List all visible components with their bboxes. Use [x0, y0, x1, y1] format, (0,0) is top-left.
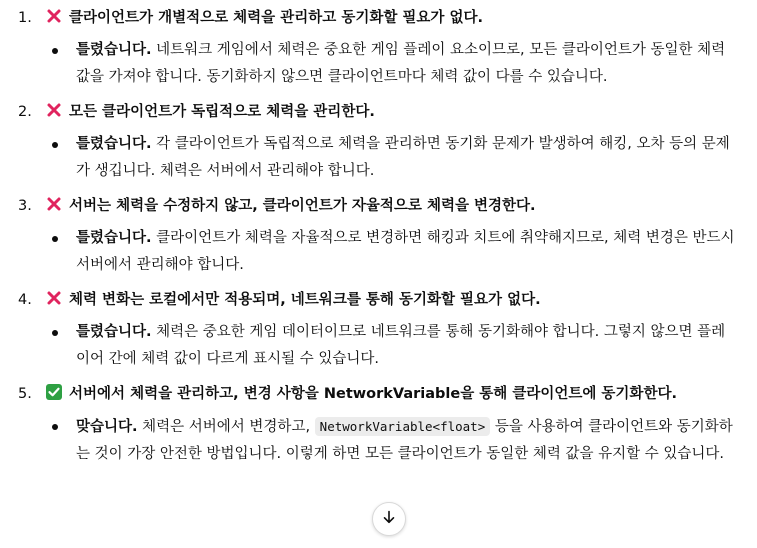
- explanation: [0, 319, 757, 373]
- item-number: 4.: [18, 292, 32, 308]
- question-line: [0, 192, 757, 220]
- answer-list: [0, 4, 757, 475]
- bullet-icon: [52, 330, 58, 336]
- bullet-icon: [52, 142, 58, 148]
- explanation-text: 체력은 중요한 게임 데이터이므로 네트워크를 통해 동기화해야 합니다. 그렇지 않으면 플레이어 간에 체력 값이 다르게 표시될 수 있습니다.: [76, 324, 726, 367]
- question-text: 서버에서 체력을 관리하고, 변경 사항을 NetworkVariable을 통해 클라이언트에 동기화한다.: [69, 386, 677, 402]
- verdict-label: 틀렸습니다.: [76, 324, 152, 340]
- check-mark-icon: [46, 384, 62, 400]
- cross-mark-icon: [46, 102, 62, 118]
- list-item: [0, 98, 757, 185]
- list-item: [0, 286, 757, 373]
- explanation-text-after: 등을 사용하여 클라이언트와 동기화하는 것이 가장 안전한 방법입니다. 이렇게 하면 모든 클라이언트가 동일한 체력 값을 유지할 수 있습니다.: [76, 419, 733, 462]
- question-line: [0, 4, 757, 32]
- question-text: 서버는 체력을 수정하지 않고, 클라이언트가 자율적으로 체력을 변경한다.: [69, 198, 536, 214]
- cross-mark-icon: [46, 8, 62, 24]
- bullet-icon: [52, 424, 58, 430]
- list-item: [0, 4, 757, 91]
- item-number: 5.: [18, 386, 32, 402]
- explanation-text: 각 클라이언트가 독립적으로 체력을 관리하면 동기화 문제가 발생하여 해킹, 오차 등의 문제가 생깁니다. 체력은 서버에서 관리해야 합니다.: [76, 136, 730, 179]
- verdict-label: 틀렸습니다.: [76, 42, 152, 58]
- question-line: [0, 380, 757, 408]
- explanation-text-before: 체력은 서버에서 변경하고,: [137, 419, 315, 435]
- explanation-text: 클라이언트가 체력을 자율적으로 변경하면 해킹과 치트에 취약해지므로, 체력 변경은 반드시 서버에서 관리해야 합니다.: [76, 230, 735, 273]
- verdict-label: 틀렸습니다.: [76, 230, 152, 246]
- explanation: [0, 131, 757, 185]
- question-text: 클라이언트가 개별적으로 체력을 관리하고 동기화할 필요가 없다.: [69, 10, 483, 26]
- arrow-down-icon: [382, 510, 396, 528]
- verdict-label: 맞습니다.: [76, 419, 138, 435]
- question-text: 체력 변화는 로컬에서만 적용되며, 네트워크를 통해 동기화할 필요가 없다.: [69, 292, 541, 308]
- explanation: [0, 37, 757, 91]
- list-item: [0, 192, 757, 279]
- explanation-text: 네트워크 게임에서 체력은 중요한 게임 플레이 요소이므로, 모든 클라이언트가 동일한 체력 값을 가져야 합니다. 동기화하지 않으면 클라이언트마다 체력 값이 다를 수 있습니다.: [76, 42, 726, 85]
- question-line: [0, 286, 757, 314]
- question-line: [0, 98, 757, 126]
- bullet-icon: [52, 236, 58, 242]
- cross-mark-icon: [46, 290, 62, 306]
- question-text: 모든 클라이언트가 독립적으로 체력을 관리한다.: [69, 104, 375, 120]
- item-number: 1.: [18, 10, 32, 26]
- scroll-to-bottom-button[interactable]: [372, 502, 406, 536]
- cross-mark-icon: [46, 196, 62, 212]
- bullet-icon: [52, 48, 58, 54]
- item-number: 2.: [18, 104, 32, 120]
- explanation: [0, 413, 757, 468]
- verdict-label: 틀렸습니다.: [76, 136, 152, 152]
- inline-code: NetworkVariable<float>: [315, 417, 491, 436]
- explanation: [0, 225, 757, 279]
- item-number: 3.: [18, 198, 32, 214]
- list-item: [0, 380, 757, 468]
